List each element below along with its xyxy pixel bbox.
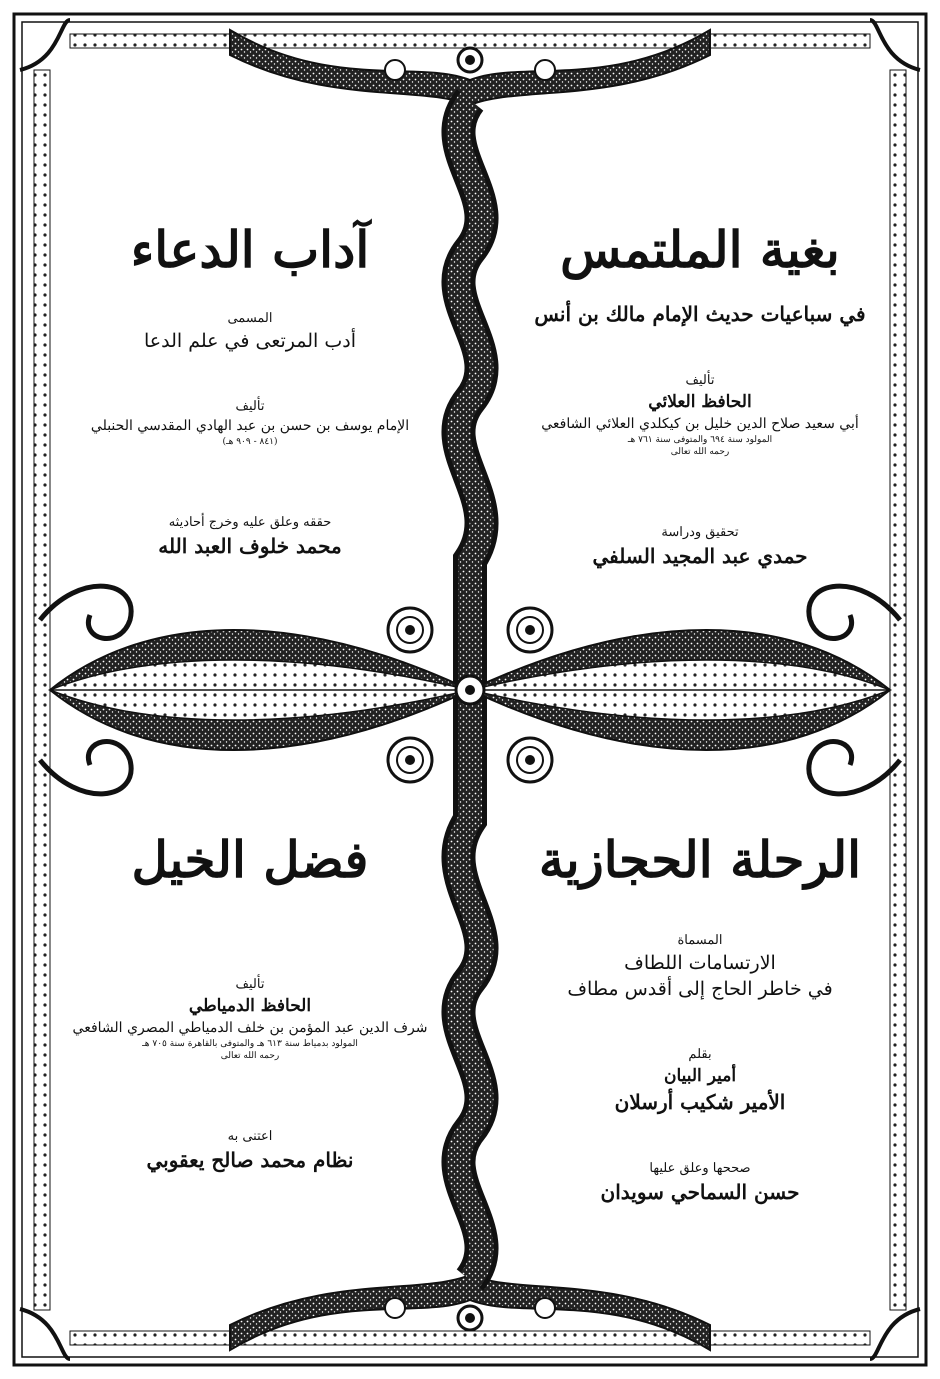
book-block-bottom-right [500,810,900,1206]
editor-label: تحقيق ودراسة [661,525,739,540]
author-dates: المولود سنة ٦٩٤ والمتوفى سنة ٧٦١ هـ [627,435,773,445]
author-blessing: رحمه الله تعالى [220,1051,280,1061]
book-title: الرحلة الحجازية [538,830,862,889]
author-title: الحافظ الدمياطي [188,996,312,1016]
author-dates: (٨٤١ - ٩٠٩ هـ) [222,437,278,447]
editor-name: حسن السماحي سويدان [600,1180,800,1204]
author-label: تأليف [235,977,265,992]
author-label: تأليف [235,399,265,414]
editor-label: صححها وعلق عليها [649,1161,751,1176]
author-title: الحافظ العلائي [648,392,752,412]
alternate-title-line-2: في خاطر الحاج إلى أقدس مطاف [567,978,833,1000]
book-subtitle: في سباعيات حديث الإمام مالك بن أنس [534,302,866,326]
editor-name: نظام محمد صالح يعقوبي [146,1148,354,1172]
editor-label: حققه وعلق عليه وخرج أحاديثه [168,515,332,530]
book-title: بغية الملتمس [560,220,840,279]
author-label: تأليف [685,373,715,388]
author-full-name: أبي سعيد صلاح الدين خليل بن كيكلدي العلائي الشافعي [541,416,859,432]
book-block-bottom-left [50,810,450,1174]
named-label: المسماة [677,933,723,948]
author-name: الأمير شكيب أرسلان [614,1090,786,1114]
author-full-name: الإمام يوسف بن حسن بن عبد الهادي المقدسي الحنبلي [90,418,410,434]
author-title: أمير البيان [663,1066,737,1086]
book-block-top-right [500,200,900,570]
author-blessing: رحمه الله تعالى [670,447,730,457]
alternate-title: الارتسامات اللطاف [624,952,776,974]
author-dates: المولود بدمياط سنة ٦١٣ هـ والمتوفى بالقاهرة سنة ٧٠٥ هـ [142,1039,358,1049]
editor-name: حمدي عبد المجيد السلفي [592,544,808,568]
editor-name: محمد خلوف العبد الله [158,534,342,558]
author-label: بقلم [688,1047,712,1062]
book-title: آداب الدعاء [130,220,370,279]
editor-label: اعتنى به [227,1129,273,1144]
author-full-name: شرف الدين عبد المؤمن بن خلف الدمياطي المصري الشافعي [72,1020,428,1036]
named-label: المسمى [227,311,273,326]
book-title: فضل الخيل [131,830,369,889]
alternate-title: أدب المرتعى في علم الدعا [144,330,356,352]
book-block-top-left [50,200,450,560]
